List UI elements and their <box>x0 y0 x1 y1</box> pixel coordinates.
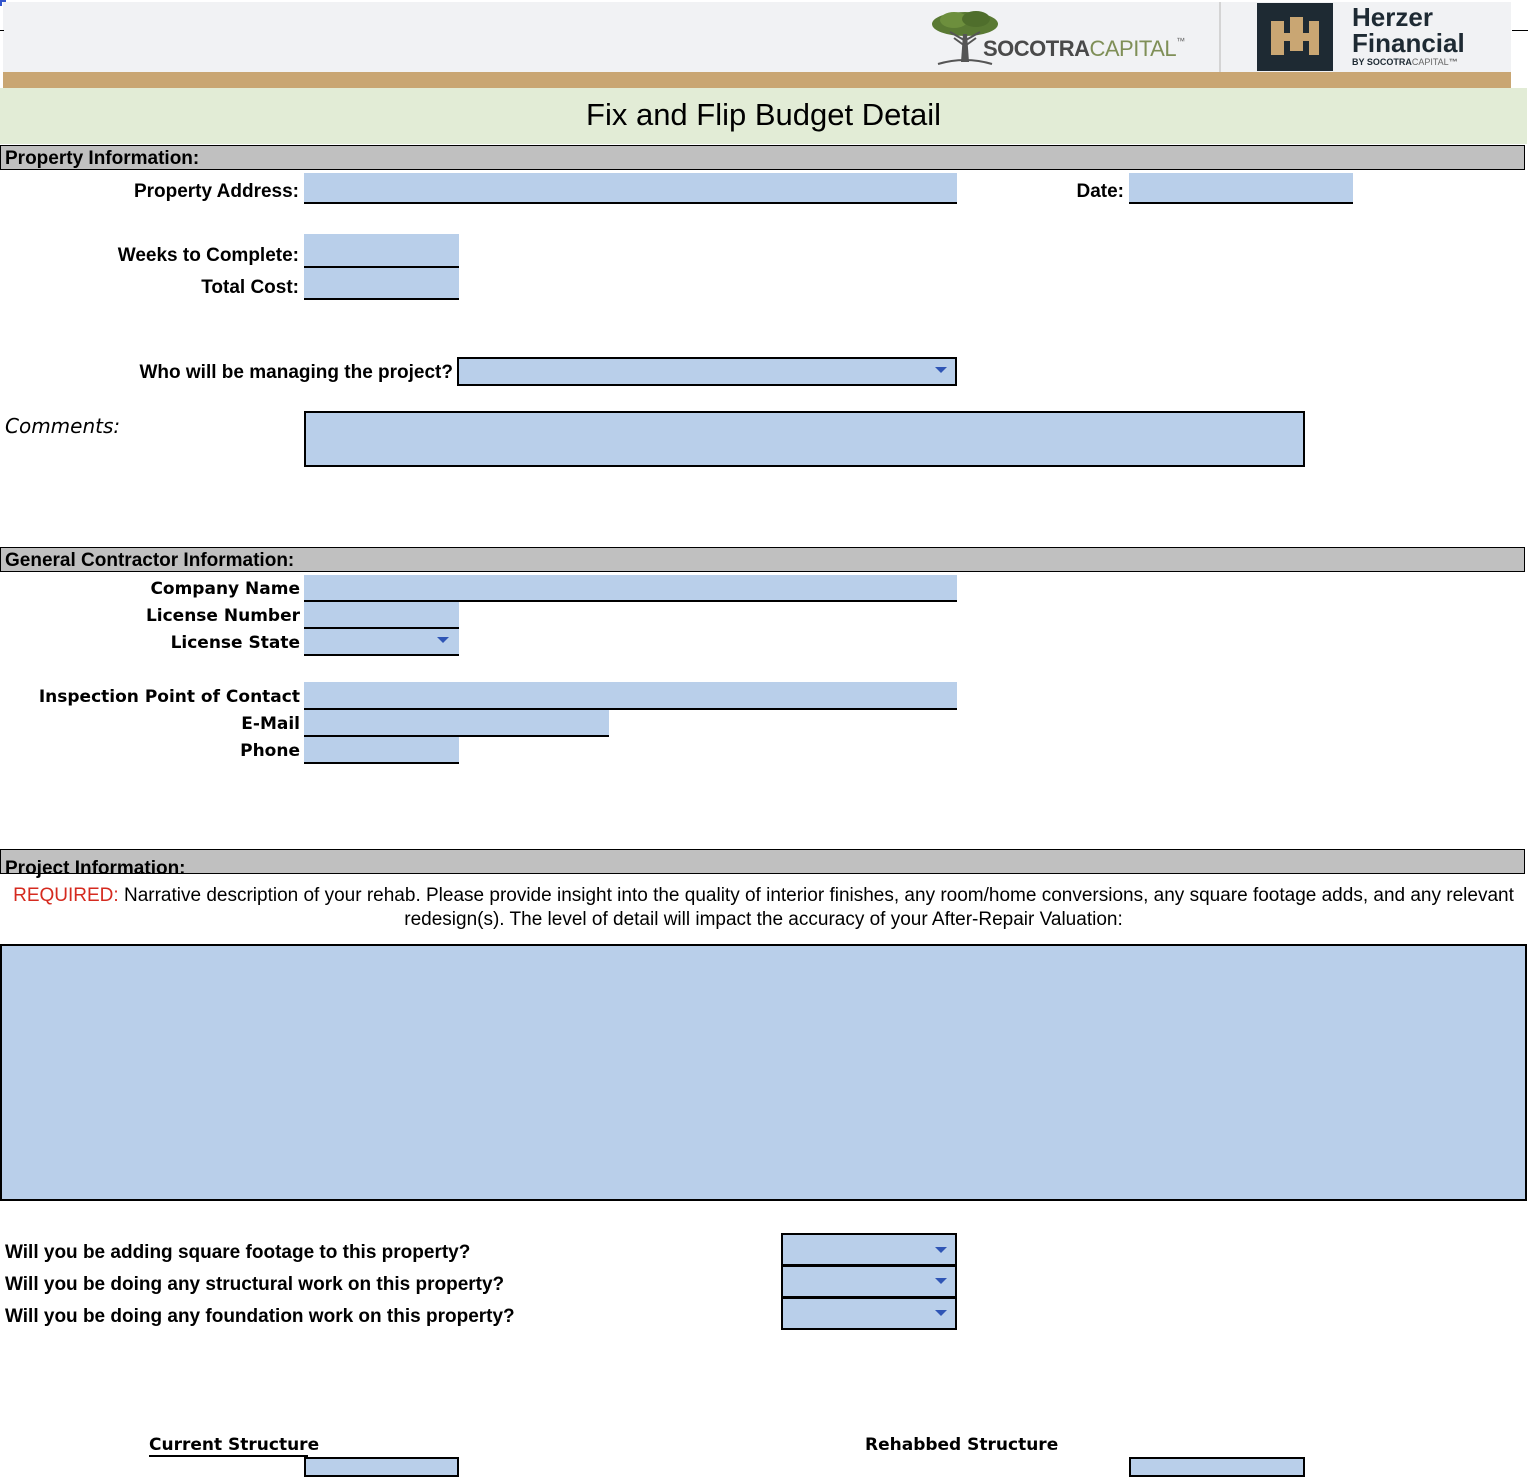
email-label: E-Mail <box>241 714 300 734</box>
logo-divider <box>1219 2 1221 72</box>
email-field[interactable] <box>304 710 609 737</box>
section-header-project <box>0 849 1525 874</box>
dropdown-arrow-icon[interactable] <box>935 1310 947 1316</box>
property-address-field[interactable] <box>304 173 957 204</box>
license-state-dropdown[interactable] <box>304 629 459 656</box>
dropdown-arrow-icon[interactable] <box>935 1247 947 1253</box>
license-state-label: License State <box>170 633 300 653</box>
phone-label: Phone <box>240 741 300 761</box>
required-label: REQUIRED: <box>13 885 119 906</box>
total-cost-label: Total Cost: <box>201 277 299 298</box>
phone-field[interactable] <box>304 737 459 764</box>
date-label: Date: <box>1076 181 1124 202</box>
weeks-to-complete-field[interactable] <box>304 234 459 268</box>
company-name-label: Company Name <box>150 579 300 599</box>
foundation-work-dropdown[interactable] <box>781 1297 957 1330</box>
page-title: Fix and Flip Budget Detail <box>586 97 941 132</box>
total-cost-field[interactable] <box>304 268 459 300</box>
date-field[interactable] <box>1129 173 1353 204</box>
manager-dropdown[interactable] <box>457 357 957 386</box>
structural-work-dropdown[interactable] <box>781 1265 957 1298</box>
square-footage-question: Will you be adding square footage to this property? <box>5 1242 471 1263</box>
license-number-field[interactable] <box>304 602 459 629</box>
rehabbed-structure-field[interactable] <box>1129 1457 1305 1477</box>
weeks-to-complete-label: Weeks to Complete: <box>117 245 299 266</box>
herzer-financial-wordmark: Herzer Financial <box>1352 2 1465 58</box>
foundation-work-question: Will you be doing any foundation work on this property? <box>5 1306 515 1327</box>
comments-label: Comments: <box>5 414 121 438</box>
gridline <box>0 30 4 31</box>
section-label-property: Property Information: <box>5 148 200 169</box>
comments-field[interactable] <box>304 411 1305 467</box>
manager-label: Who will be managing the project? <box>139 362 453 383</box>
herzer-logo-mark <box>1257 3 1333 71</box>
section-header-property <box>0 145 1525 170</box>
company-name-field[interactable] <box>304 575 957 602</box>
dropdown-arrow-icon[interactable] <box>935 367 947 373</box>
section-label-contractor: General Contractor Information: <box>5 550 295 571</box>
dropdown-arrow-icon[interactable] <box>437 637 449 643</box>
section-label-project: Project Information: <box>5 858 186 879</box>
gridline <box>1512 30 1528 31</box>
property-address-label: Property Address: <box>133 181 299 202</box>
current-structure-label: Current Structure <box>149 1435 320 1455</box>
herzer-byline: BY SOCOTRACAPITAL™ <box>1352 57 1458 67</box>
narrative-textarea[interactable] <box>0 944 1527 1201</box>
socotra-capital-wordmark: SOCOTRACAPITAL™ <box>983 36 1185 61</box>
header-accent-bar <box>3 72 1511 88</box>
inspection-contact-label: Inspection Point of Contact <box>38 687 300 707</box>
inspection-contact-field[interactable] <box>304 682 957 710</box>
narrative-instructions: REQUIRED: Narrative description of your rehab. Please provide insight into the quality of interior finishes, any room/home conversions, any square footage adds, and any relevant redesign(s). The level of detail will impact the accuracy of your After-Repair Valuation: <box>13 885 1514 930</box>
square-footage-dropdown[interactable] <box>781 1233 957 1266</box>
current-structure-field[interactable] <box>304 1457 459 1477</box>
dropdown-arrow-icon[interactable] <box>935 1278 947 1284</box>
license-number-label: License Number <box>145 606 300 626</box>
herzer-h-icon <box>1257 3 1333 71</box>
structural-work-question: Will you be doing any structural work on this property? <box>5 1274 505 1295</box>
rehabbed-structure-label: Rehabbed Structure <box>865 1435 1059 1455</box>
